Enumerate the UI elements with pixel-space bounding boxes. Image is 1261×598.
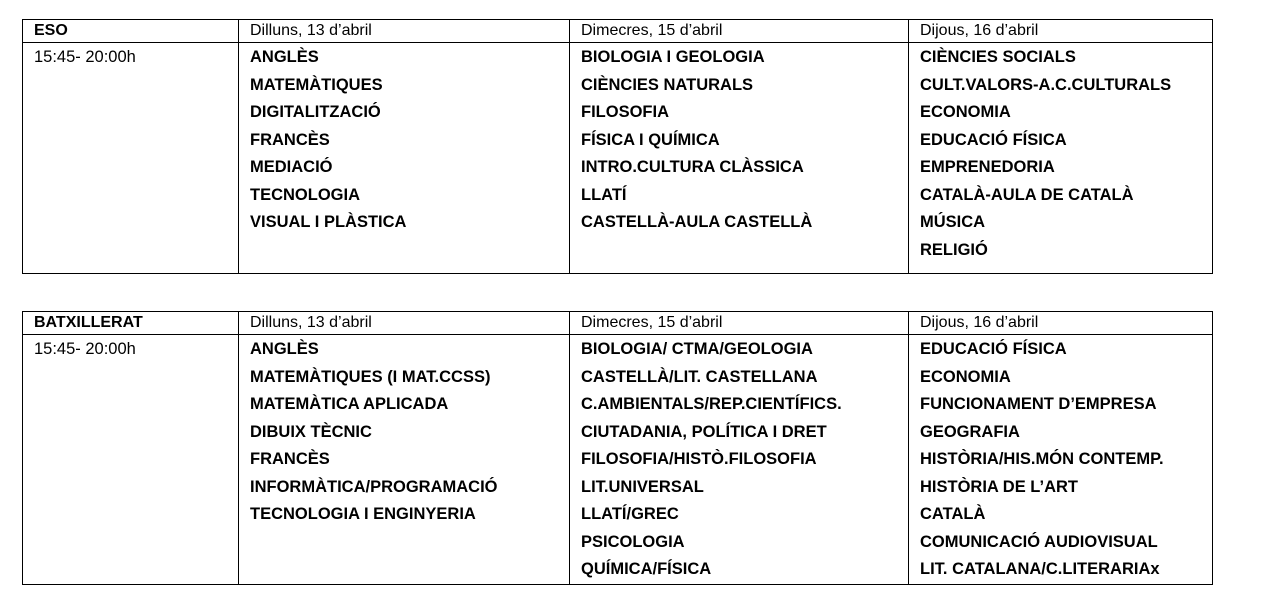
batxillerat-header-row <box>23 312 1213 335</box>
subject-item: EMPRENEDORIA <box>920 158 1055 176</box>
subject-item: ANGLÈS <box>250 340 319 358</box>
subject-item: RELIGIÓ <box>920 240 988 259</box>
subject-item: LIT.UNIVERSAL <box>581 477 704 496</box>
subject-item: CASTELLÀ/LIT. CASTELLANA <box>581 367 818 386</box>
subject-item: FILOSOFIA/HISTÒ.FILOSOFIA <box>581 450 817 468</box>
subject-item: CIÈNCIES NATURALS <box>581 75 754 94</box>
subject-item: TECNOLOGIA I ENGINYERIA <box>250 505 476 523</box>
eso-exam-table <box>22 19 1213 274</box>
subject-item: EDUCACIÓ FÍSICA <box>920 130 1067 149</box>
eso-subjects-wednesday <box>570 43 909 274</box>
subject-item: ECONOMIA <box>920 103 1011 121</box>
subject-item: DIGITALITZACIÓ <box>250 103 381 121</box>
batxillerat-time-cell <box>23 335 239 585</box>
subject-item: CASTELLÀ-AULA CASTELLÀ <box>581 213 813 231</box>
subject-item: CATALÀ <box>920 505 986 523</box>
subject-item: LLATÍ <box>581 185 627 204</box>
subject-item: HISTÒRIA/HIS.MÓN CONTEMP. <box>920 450 1164 468</box>
batxillerat-body-row <box>23 335 1213 585</box>
eso-body-row <box>23 43 1213 274</box>
subject-item: FUNCIONAMENT D’EMPRESA <box>920 395 1157 413</box>
subject-item: MEDIACIÓ <box>250 158 333 176</box>
eso-header-row <box>23 20 1213 43</box>
subject-item: QUÍMICA/FÍSICA <box>581 560 712 578</box>
eso-time-cell <box>23 43 239 274</box>
eso-level-label: ESO <box>23 20 239 43</box>
subject-item: COMUNICACIÓ AUDIOVISUAL <box>920 532 1158 551</box>
batxillerat-level-label: BATXILLERAT <box>23 312 239 335</box>
subject-item: BIOLOGIA/ CTMA/GEOLOGIA <box>581 340 813 358</box>
eso-day-monday: Dilluns, 13 d’abril <box>239 20 570 43</box>
subject-item: GEOGRAFIA <box>920 422 1020 441</box>
subject-item: TECNOLOGIA <box>250 185 360 204</box>
subject-item: PSICOLOGIA <box>581 532 685 551</box>
batxillerat-exam-table <box>22 311 1213 585</box>
subject-item: INFORMÀTICA/PROGRAMACIÓ <box>250 477 498 496</box>
batxillerat-day-wednesday: Dimecres, 15 d’abril <box>570 312 909 335</box>
subject-item: CIÈNCIES SOCIALS <box>920 48 1076 66</box>
eso-subjects-thursday <box>909 43 1213 274</box>
subject-item: MATEMÀTIQUES <box>250 75 383 94</box>
batxillerat-subjects-thursday <box>909 335 1213 585</box>
subject-item: MATEMÀTICA APLICADA <box>250 395 449 413</box>
eso-subjects-monday <box>239 43 570 274</box>
batxillerat-day-monday: Dilluns, 13 d’abril <box>239 312 570 335</box>
subject-item: LLATÍ/GREC <box>581 505 679 523</box>
subject-item: DIBUIX TÈCNIC <box>250 422 372 441</box>
subject-item: EDUCACIÓ FÍSICA <box>920 340 1067 358</box>
subject-item: FILOSOFIA <box>581 103 669 121</box>
subject-item: FRANCÈS <box>250 130 330 149</box>
subject-item: FÍSICA I QUÍMICA <box>581 130 720 149</box>
subject-item: ANGLÈS <box>250 48 319 66</box>
subject-item: BIOLOGIA I GEOLOGIA <box>581 48 765 66</box>
eso-time-slot: 15:45- 20:00h <box>34 48 136 66</box>
subject-item: VISUAL I PLÀSTICA <box>250 213 407 231</box>
batxillerat-time-slot: 15:45- 20:00h <box>34 340 136 358</box>
subject-item: CATALÀ-AULA DE CATALÀ <box>920 185 1134 204</box>
subject-item: CULT.VALORS-A.C.CULTURALS <box>920 75 1172 94</box>
subject-item: C.AMBIENTALS/REP.CIENTÍFICS. <box>581 395 842 413</box>
subject-item: MATEMÀTIQUES (I MAT.CCSS) <box>250 367 491 386</box>
subject-item: LIT. CATALANA/C.LITERARIAx <box>920 560 1160 578</box>
batxillerat-day-thursday: Dijous, 16 d’abril <box>909 312 1213 335</box>
subject-item: FRANCÈS <box>250 450 330 468</box>
eso-day-thursday: Dijous, 16 d’abril <box>909 20 1213 43</box>
eso-day-wednesday: Dimecres, 15 d’abril <box>570 20 909 43</box>
subject-item: CIUTADANIA, POLÍTICA I DRET <box>581 422 827 441</box>
subject-item: ECONOMIA <box>920 367 1011 386</box>
subject-item: HISTÒRIA DE L’ART <box>920 477 1078 496</box>
batxillerat-subjects-wednesday <box>570 335 909 585</box>
subject-item: INTRO.CULTURA CLÀSSICA <box>581 158 804 176</box>
subject-item: MÚSICA <box>920 213 986 231</box>
batxillerat-subjects-monday <box>239 335 570 585</box>
